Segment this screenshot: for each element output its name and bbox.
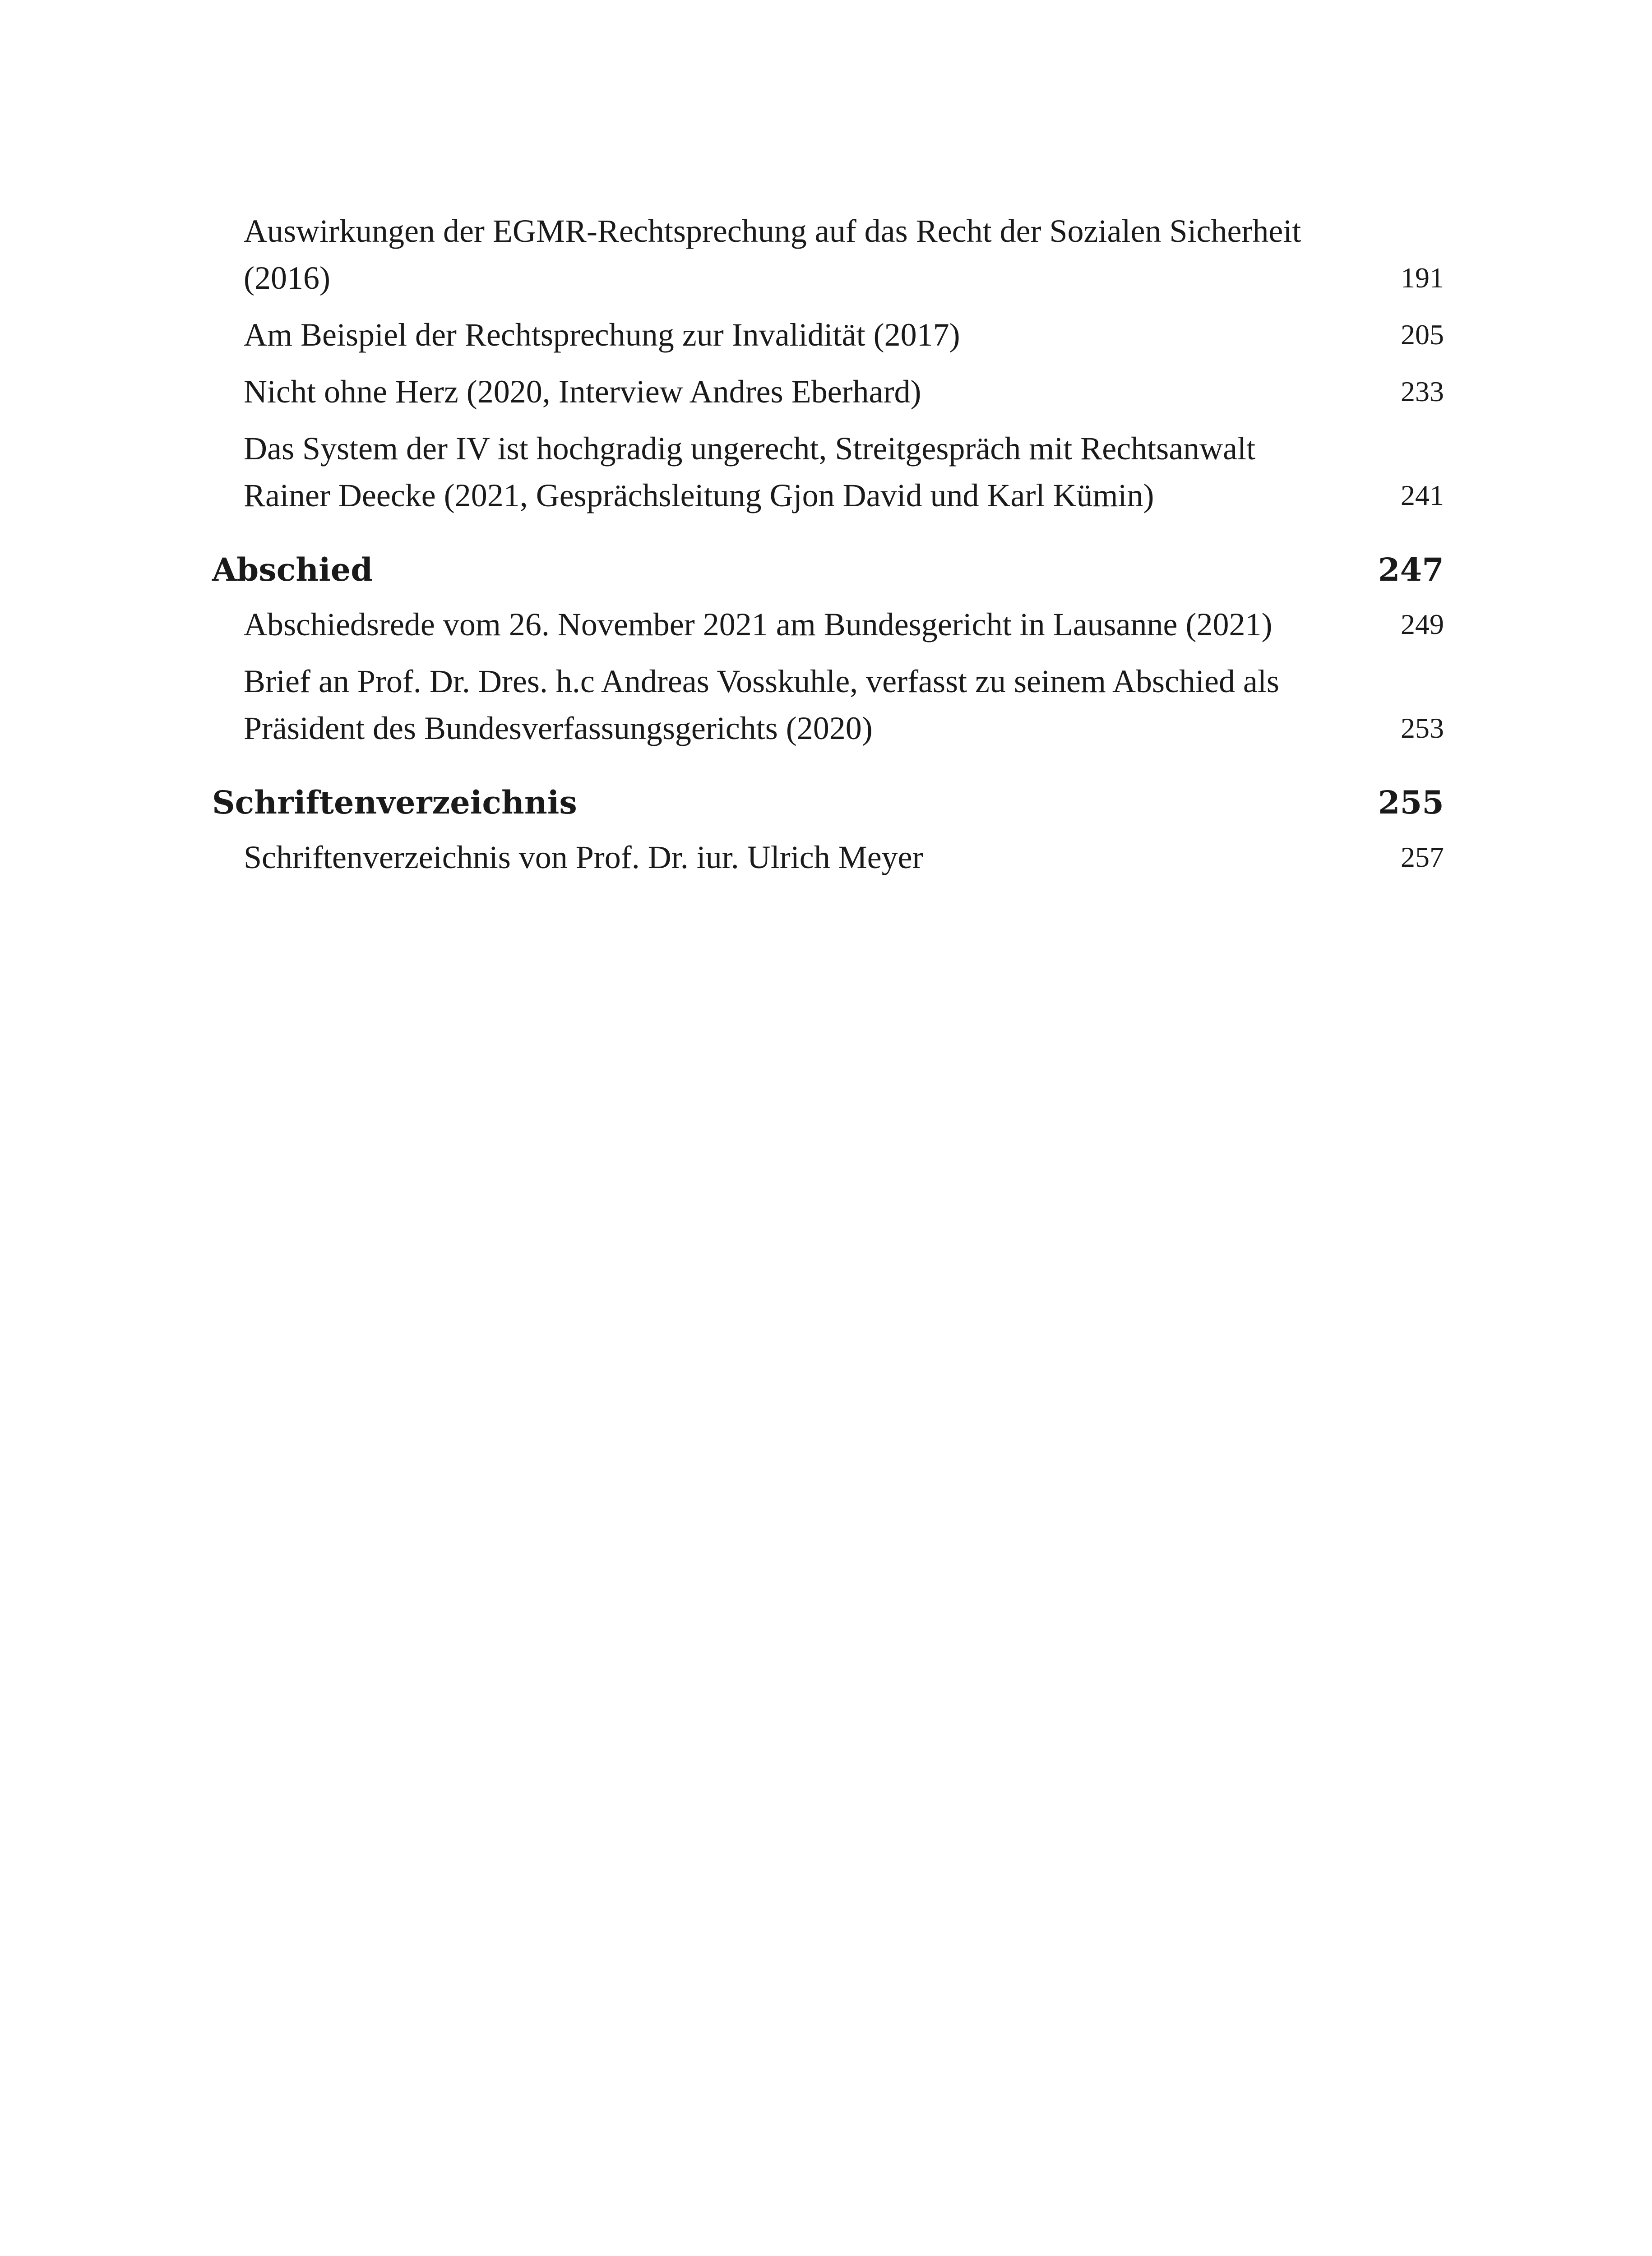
toc-heading-title: Schriftenverzeichnis: [212, 784, 577, 821]
toc-entry-page: 249: [1401, 608, 1444, 640]
toc-section-heading: [212, 778, 1444, 828]
toc-heading-title: Abschied: [212, 551, 373, 588]
toc-entry-title: Am Beispiel der Rechtsprechung zur Invalidität (2017): [244, 317, 960, 353]
toc-entry-page: 191: [1401, 262, 1444, 294]
toc-entry-page: 253: [1401, 712, 1444, 744]
toc-entry: [244, 368, 1444, 415]
toc-heading-page: 247: [1378, 551, 1444, 588]
toc-section-schriftenverzeichnis: [212, 778, 1444, 881]
toc-entry-title: Brief an Prof. Dr. Dres. h.c Andreas Vosskuhle, verfasst zu seinem Abschied als Präsident des Bundesverfassungsgerichts (2020): [244, 663, 1279, 746]
toc-entry: [244, 601, 1444, 648]
toc-entry-title: Schriftenverzeichnis von Prof. Dr. iur. Ulrich Meyer: [244, 839, 923, 875]
toc-entry: [244, 425, 1444, 519]
toc-entry-page: 241: [1401, 479, 1444, 511]
toc-heading-page: 255: [1378, 784, 1444, 821]
toc-section-heading: [212, 545, 1444, 595]
toc-section-abschied: [212, 545, 1444, 752]
toc-section-continued: [212, 208, 1444, 519]
toc-entry: [244, 311, 1444, 358]
table-of-contents: [212, 208, 1444, 907]
toc-entry: [244, 834, 1444, 881]
toc-entry-page: 205: [1401, 319, 1444, 351]
toc-entry-title: Nicht ohne Herz (2020, Interview Andres Eberhard): [244, 374, 921, 410]
toc-entry-title: Auswirkungen der EGMR-Rechtsprechung auf das Recht der Sozialen Sicherheit (2016): [244, 213, 1301, 296]
toc-entry-title: Abschiedsrede vom 26. November 2021 am Bundesgericht in Lausanne (2021): [244, 606, 1273, 643]
toc-entry-page: 257: [1401, 841, 1444, 873]
toc-entry-title: Das System der IV ist hochgradig ungerecht, Streitgespräch mit Rechtsanwalt Rainer Deecke (2021, Gesprächsleitung Gjon David und Karl Kümin): [244, 430, 1256, 513]
toc-entry: [244, 658, 1444, 752]
toc-entry-page: 233: [1401, 375, 1444, 407]
toc-entry: [244, 208, 1444, 301]
